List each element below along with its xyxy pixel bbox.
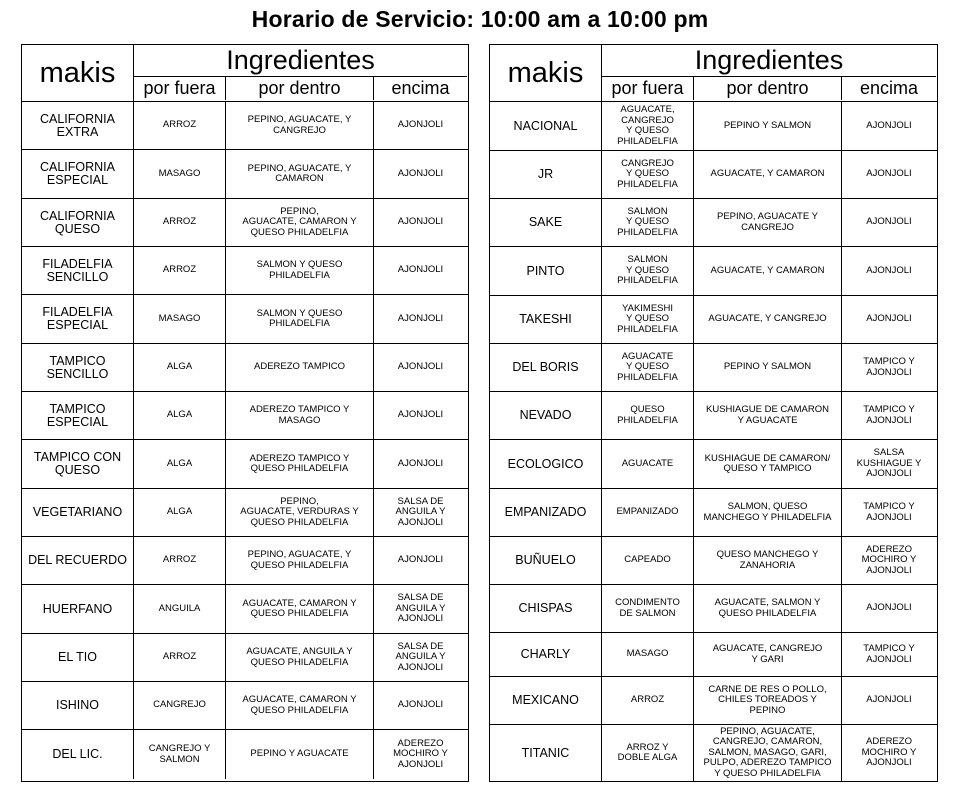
table-row	[22, 682, 468, 730]
por-dentro-cell: AGUACATE, ANGUILA Y QUESO PHILADELFIA	[226, 634, 374, 681]
encima-cell: ADEREZO MOCHIRO Y AJONJOLI	[393, 737, 448, 770]
maki-name: MEXICANO	[490, 677, 602, 724]
encima-cell: AJONJOLI	[397, 554, 444, 566]
maki-name: CHARLY	[490, 633, 602, 676]
table-row	[22, 730, 468, 779]
por-fuera-cell: AGUACATE, CANGREJO Y QUESO PHILADELFIA	[602, 102, 694, 150]
encima-cell: AJONJOLI	[397, 216, 444, 228]
encima-cell: AJONJOLI	[397, 361, 444, 373]
por-dentro-cell: AGUACATE, CAMARON Y QUESO PHILADELFIA	[226, 585, 374, 633]
encima-cell: TAMPICO Y AJONJOLI	[863, 501, 915, 523]
table-row	[490, 151, 937, 199]
por-fuera-cell: MASAGO	[602, 633, 694, 676]
por-fuera-cell: CAPEADO	[602, 537, 694, 584]
encima-cell: AJONJOLI	[866, 602, 912, 614]
por-dentro-cell: AGUACATE, Y CAMARON	[694, 247, 842, 295]
por-dentro-cell: PEPINO, AGUACATE Y CANGREJO	[694, 199, 842, 246]
table-row	[22, 489, 468, 537]
por-dentro-cell: PEPINO Y SALMON	[694, 102, 842, 150]
maki-name: EMPANIZADO	[490, 489, 602, 536]
encima-cell: SALSA KUSHIAGUE Y AJONJOLI	[856, 447, 922, 480]
maki-name: CALIFORNIA EXTRA	[22, 102, 134, 149]
encima-cell: AJONJOLI	[397, 312, 444, 324]
por-fuera-cell: ARROZ	[134, 634, 226, 681]
encima-cell: SALSA DE ANGUILA Y AJONJOLI	[395, 640, 446, 673]
por-fuera-cell: AGUACATE Y QUESO PHILADELFIA	[602, 344, 694, 391]
maki-name: TAMPICO ESPECIAL	[22, 392, 134, 439]
por-dentro-cell: AGUACATE, Y CANGREJO	[694, 296, 842, 343]
encima-cell: TAMPICO Y AJONJOLI	[863, 404, 915, 426]
header-encima: encima	[859, 78, 919, 98]
encima-cell: TAMPICO Y AJONJOLI	[863, 643, 915, 665]
encima-cell: AJONJOLI	[866, 264, 912, 276]
por-dentro-cell: ADEREZO TAMPICO Y QUESO PHILADELFIA	[226, 440, 374, 488]
por-dentro-cell: PEPINO, AGUACATE, Y CAMARON	[226, 150, 374, 198]
header-por-dentro: por dentro	[226, 77, 374, 100]
table-row	[490, 344, 937, 392]
page-title: Horario de Servicio: 10:00 am a 10:00 pm	[251, 6, 709, 32]
por-fuera-cell: ARROZ	[134, 102, 226, 149]
por-dentro-cell: SALMON Y QUESO PHILADELFIA	[226, 247, 374, 294]
por-dentro-cell: AGUACATE, SALMON Y QUESO PHILADELFIA	[694, 585, 842, 632]
por-fuera-cell: QUESO PHILADELFIA	[602, 392, 694, 439]
por-fuera-cell: CONDIMENTO DE SALMON	[602, 585, 694, 632]
por-dentro-cell: PEPINO, AGUACATE, CANGREJO, CAMARON, SALMON, MASAGO, GARI, PULPO, ADEREZO TAMPICO Y QUESO PHILADELFIA	[694, 725, 842, 781]
header-makis: makis	[490, 45, 602, 101]
por-fuera-cell: ARROZ	[134, 247, 226, 294]
header-por-dentro: por dentro	[694, 77, 842, 100]
maki-name: TITANIC	[490, 725, 602, 781]
por-dentro-cell: PEPINO, AGUACATE, CAMARON Y QUESO PHILADELFIA	[226, 199, 374, 246]
maki-name: DEL BORIS	[490, 344, 602, 391]
por-fuera-cell: ALGA	[134, 489, 226, 536]
header-ingredientes: Ingredientes	[134, 45, 467, 77]
table-row	[22, 295, 468, 344]
encima-cell: AJONJOLI	[866, 119, 912, 131]
por-dentro-cell: PEPINO, AGUACATE, VERDURAS Y QUESO PHILADELFIA	[226, 489, 374, 536]
header-ingredientes: Ingredientes	[602, 45, 936, 77]
table-row	[490, 102, 937, 151]
encima-cell: AJONJOLI	[397, 457, 444, 469]
por-dentro-cell: SALMON Y QUESO PHILADELFIA	[226, 295, 374, 343]
por-fuera-cell: ARROZ	[134, 199, 226, 246]
por-dentro-cell: AGUACATE, CANGREJO Y GARI	[694, 633, 842, 676]
por-dentro-cell: PEPINO, AGUACATE, Y QUESO PHILADELFIA	[226, 537, 374, 584]
por-fuera-cell: MASAGO	[134, 150, 226, 198]
encima-cell: AJONJOLI	[866, 216, 912, 228]
menu-table-left	[21, 44, 469, 782]
table-row	[22, 344, 468, 392]
table-row	[490, 489, 937, 537]
maki-name: JR	[490, 151, 602, 198]
menu-table-right	[489, 44, 938, 782]
table-row	[22, 199, 468, 247]
encima-cell: TAMPICO Y AJONJOLI	[863, 356, 915, 378]
table-row	[490, 725, 937, 781]
maki-name: VEGETARIANO	[22, 489, 134, 536]
encima-cell: AJONJOLI	[397, 409, 444, 421]
por-fuera-cell: ALGA	[134, 392, 226, 439]
table-row	[490, 296, 937, 344]
por-dentro-cell: ADEREZO TAMPICO Y MASAGO	[226, 392, 374, 439]
por-fuera-cell: AGUACATE	[602, 440, 694, 488]
table-row	[22, 440, 468, 489]
por-fuera-cell: ALGA	[134, 440, 226, 488]
maki-name: EL TIO	[22, 634, 134, 681]
maki-name: NEVADO	[490, 392, 602, 439]
por-fuera-cell: MASAGO	[134, 295, 226, 343]
por-fuera-cell: CANGREJO	[134, 682, 226, 729]
table-row	[490, 199, 937, 247]
encima-cell: AJONJOLI	[866, 694, 912, 706]
maki-name: DEL LIC.	[22, 730, 134, 779]
por-fuera-cell: ARROZ Y DOBLE ALGA	[602, 725, 694, 781]
maki-name: TAKESHI	[490, 296, 602, 343]
maki-name: ECOLOGICO	[490, 440, 602, 488]
maki-name: TAMPICO SENCILLO	[22, 344, 134, 391]
por-dentro-cell: AGUACATE, CAMARON Y QUESO PHILADELFIA	[226, 682, 374, 729]
encima-cell: SALSA DE ANGUILA Y AJONJOLI	[395, 592, 446, 625]
maki-name: FILADELFIA SENCILLO	[22, 247, 134, 294]
maki-name: ISHINO	[22, 682, 134, 729]
encima-cell: ADEREZO MOCHIRO Y AJONJOLI	[861, 543, 917, 576]
table-row	[490, 440, 937, 489]
menu-rows	[490, 102, 937, 781]
encima-cell: ADEREZO MOCHIRO Y AJONJOLI	[861, 736, 917, 769]
por-dentro-cell: AGUACATE, Y CAMARON	[694, 151, 842, 198]
por-dentro-cell: ADEREZO TAMPICO	[226, 344, 374, 391]
table-row	[490, 585, 937, 633]
table-row	[22, 150, 468, 199]
table-row	[22, 247, 468, 295]
por-fuera-cell: ARROZ	[134, 537, 226, 584]
maki-name: CALIFORNIA ESPECIAL	[22, 150, 134, 198]
maki-name: FILADELFIA ESPECIAL	[22, 295, 134, 343]
por-dentro-cell: KUSHIAGUE DE CAMARON/ QUESO Y TAMPICO	[694, 440, 842, 488]
maki-name: TAMPICO CON QUESO	[22, 440, 134, 488]
table-row	[22, 634, 468, 682]
maki-name: NACIONAL	[490, 102, 602, 150]
encima-cell: AJONJOLI	[397, 264, 444, 276]
por-fuera-cell: SALMON Y QUESO PHILADELFIA	[602, 199, 694, 246]
table-row	[490, 247, 937, 296]
por-fuera-cell: EMPANIZADO	[602, 489, 694, 536]
header-makis: makis	[22, 45, 134, 101]
table-row	[490, 392, 937, 440]
table-row	[490, 677, 937, 725]
por-fuera-cell: YAKIMESHI Y QUESO PHILADELFIA	[602, 296, 694, 343]
table-row	[490, 633, 937, 677]
por-fuera-cell: CANGREJO Y QUESO PHILADELFIA	[602, 151, 694, 198]
table-row	[22, 585, 468, 634]
por-fuera-cell: ALGA	[134, 344, 226, 391]
por-dentro-cell: KUSHIAGUE DE CAMARON Y AGUACATE	[694, 392, 842, 439]
table-row	[22, 537, 468, 585]
por-fuera-cell: SALMON Y QUESO PHILADELFIA	[602, 247, 694, 295]
maki-name: CHISPAS	[490, 585, 602, 632]
header-por-fuera: por fuera	[602, 77, 694, 100]
maki-name: DEL RECUERDO	[22, 537, 134, 584]
encima-cell: AJONJOLI	[397, 167, 444, 179]
table-row	[22, 392, 468, 440]
encima-cell: SALSA DE ANGUILA Y AJONJOLI	[395, 495, 446, 528]
encima-cell: AJONJOLI	[866, 168, 912, 180]
maki-name: CALIFORNIA QUESO	[22, 199, 134, 246]
header-por-fuera: por fuera	[134, 77, 226, 100]
encima-cell: AJONJOLI	[866, 313, 912, 325]
por-fuera-cell: ARROZ	[602, 677, 694, 724]
header-encima: encima	[391, 78, 450, 98]
por-fuera-cell: ANGUILA	[134, 585, 226, 633]
encima-cell: AJONJOLI	[397, 119, 444, 131]
maki-name: BUÑUELO	[490, 537, 602, 584]
por-dentro-cell: CARNE DE RES O POLLO, CHILES TOREADOS Y PEPINO	[694, 677, 842, 724]
por-fuera-cell: CANGREJO Y SALMON	[134, 730, 226, 779]
table-row	[22, 102, 468, 150]
table-header	[490, 45, 937, 102]
encima-cell: AJONJOLI	[397, 699, 444, 711]
maki-name: HUERFANO	[22, 585, 134, 633]
por-dentro-cell: SALMON, QUESO MANCHEGO Y PHILADELFIA	[694, 489, 842, 536]
por-dentro-cell: PEPINO, AGUACATE, Y CANGREJO	[226, 102, 374, 149]
table-header	[22, 45, 468, 102]
table-row	[490, 537, 937, 585]
por-dentro-cell: PEPINO Y SALMON	[694, 344, 842, 391]
maki-name: SAKE	[490, 199, 602, 246]
por-dentro-cell: PEPINO Y AGUACATE	[226, 730, 374, 779]
maki-name: PINTO	[490, 247, 602, 295]
menu-rows	[22, 102, 468, 779]
por-dentro-cell: QUESO MANCHEGO Y ZANAHORIA	[694, 537, 842, 584]
